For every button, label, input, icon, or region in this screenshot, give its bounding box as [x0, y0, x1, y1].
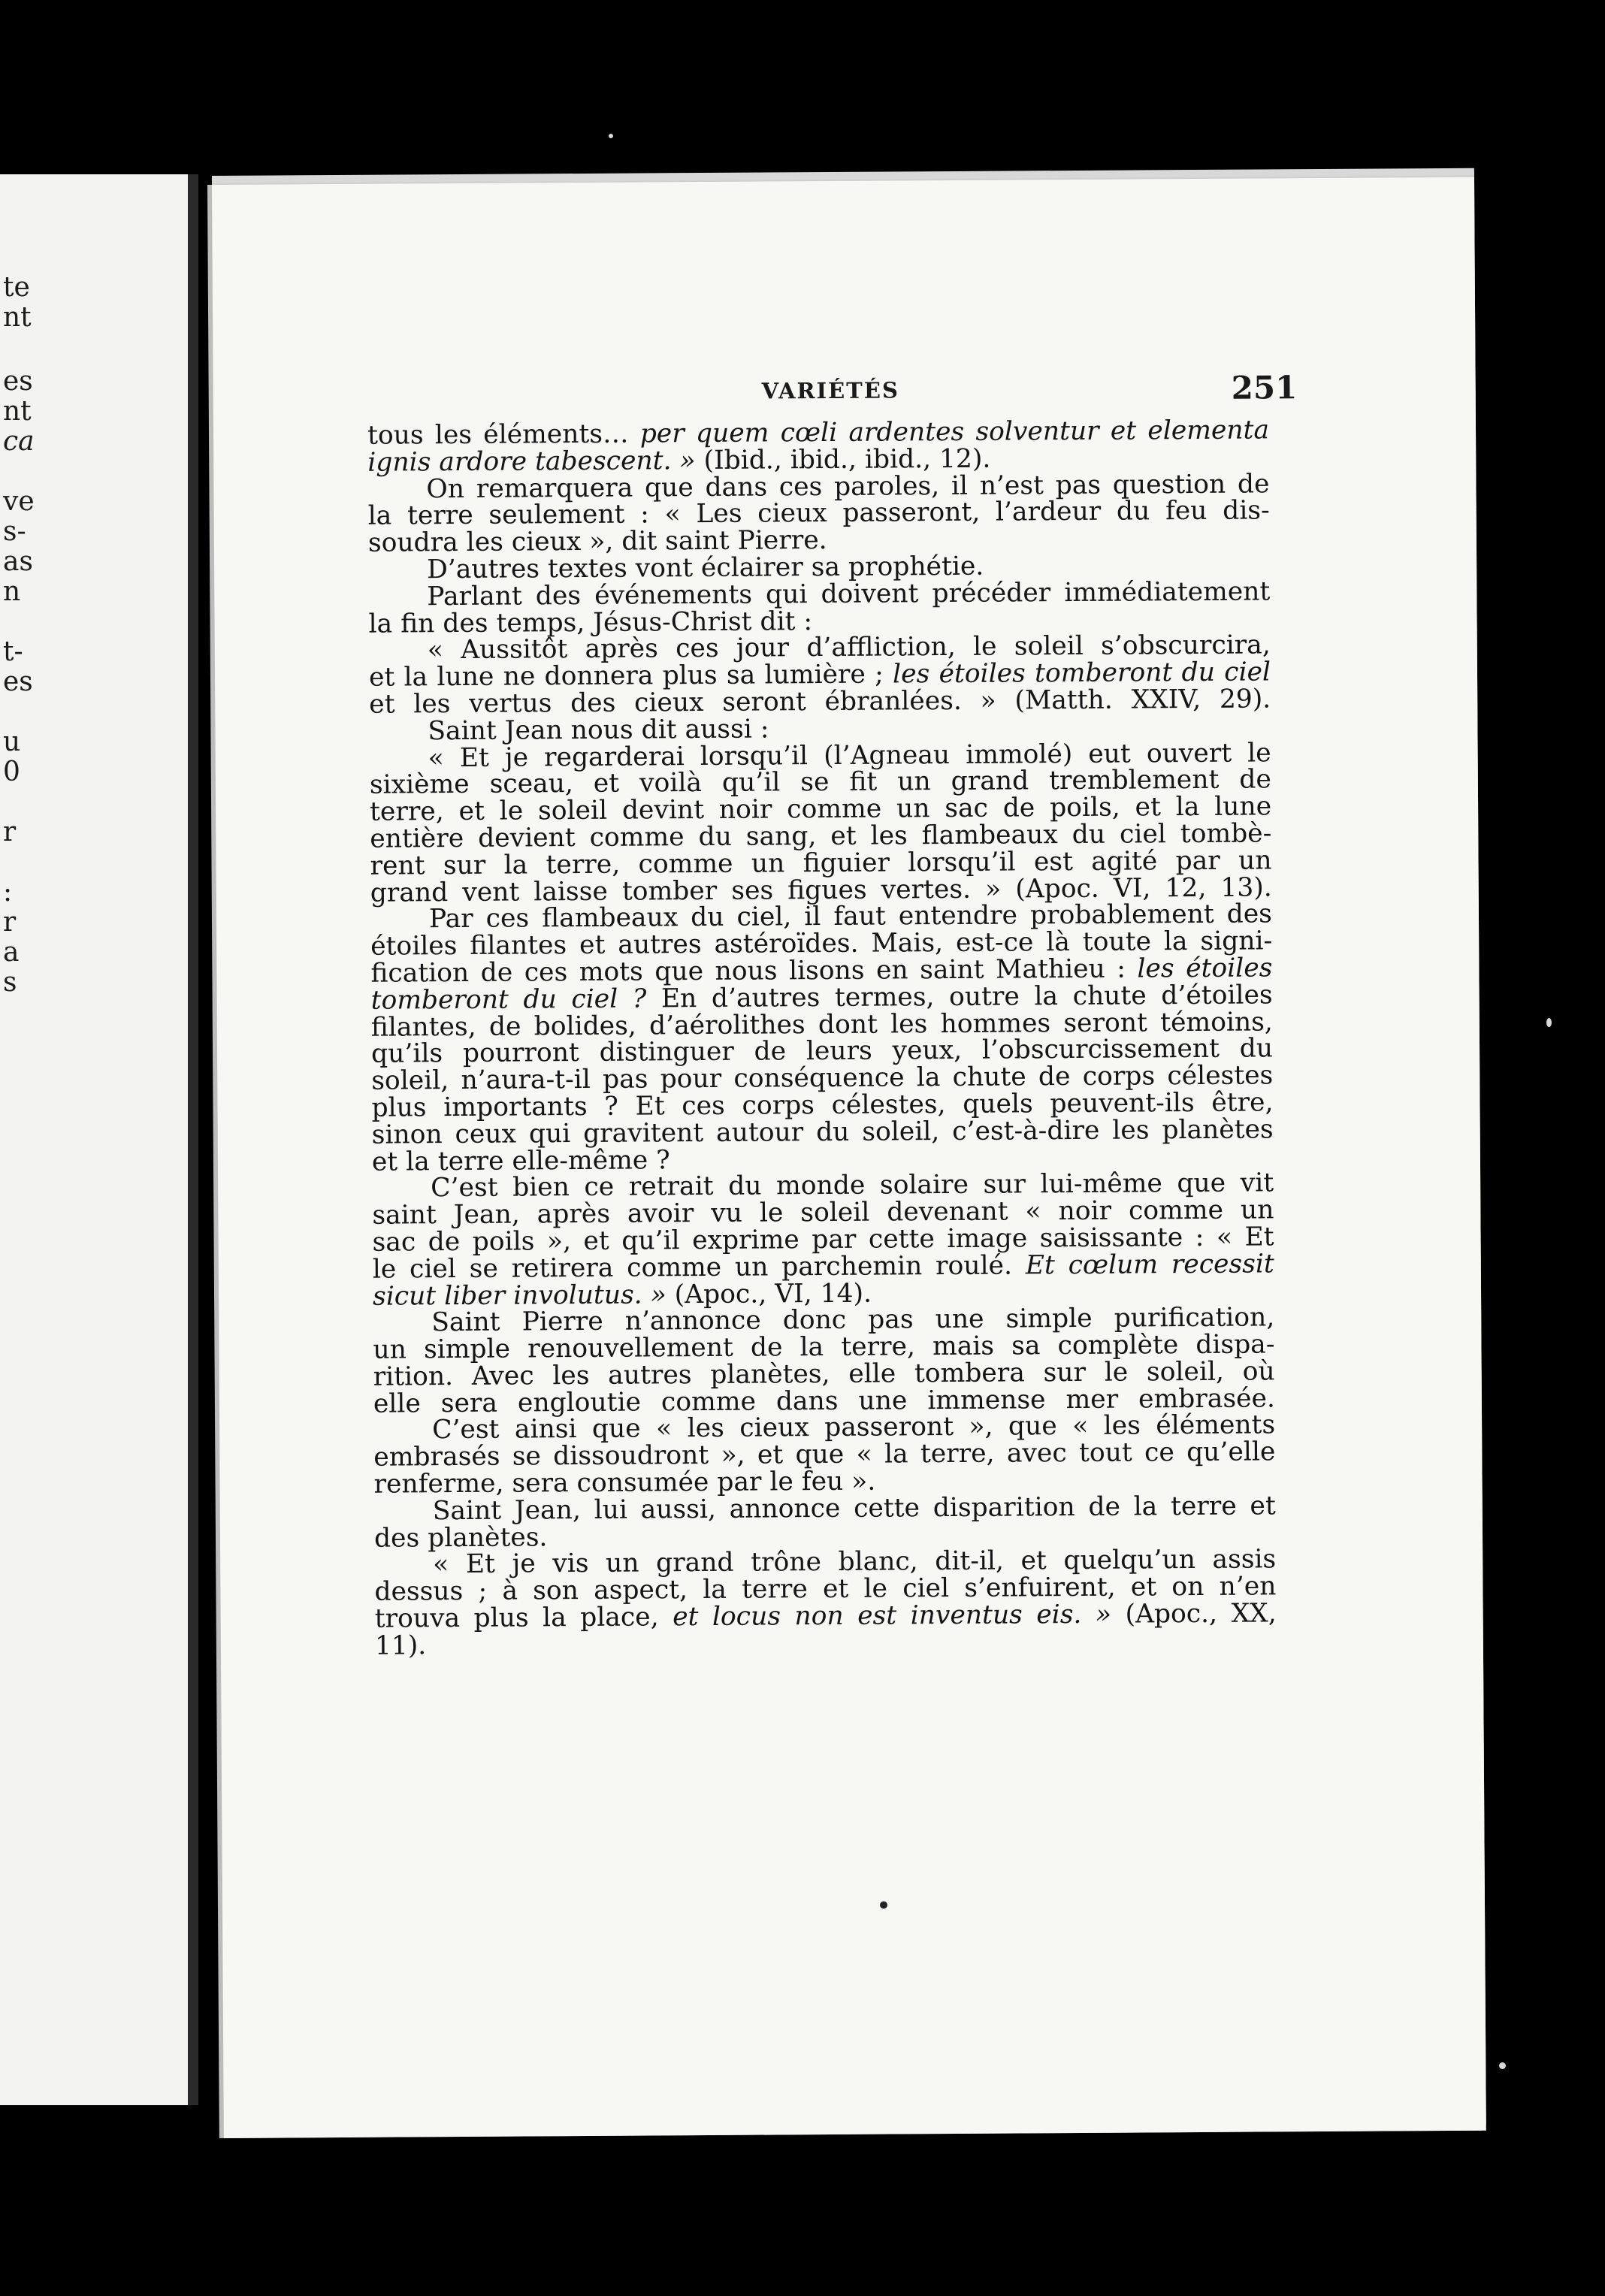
facing-page-fragment: s- — [3, 516, 26, 547]
text-run: On remarquera que dans ces paroles, il n’est pas question de — [426, 469, 1270, 504]
text-run: la terre seulement : « Les cieux passeront, l’ardeur du feu dis- — [367, 495, 1270, 532]
text-run: et les vertus des cieux seront ébranlées. » (Matth. XXIV, 29). — [369, 684, 1271, 720]
text-run: grand vent laisse tomber ses figues vertes. » (Apoc. VI, 12, 13). — [370, 872, 1272, 908]
facing-page-fragment: r — [3, 817, 17, 847]
italic-text: sicut liber involutus. » — [372, 1279, 675, 1312]
text-run: « Et je vis un grand trône blanc, dit-il, et quelqu’un assis — [433, 1544, 1277, 1580]
facing-page-fragment: te — [3, 272, 30, 303]
text-run: (Apoc., XX, — [1125, 1598, 1277, 1630]
body-text — [367, 417, 1277, 1660]
text-run: tous les éléments… — [367, 418, 640, 451]
running-head — [213, 369, 1476, 419]
text-run: soudra les cieux », dit saint Pierre. — [367, 525, 827, 558]
italic-text: les étoiles — [1137, 953, 1273, 984]
text-run: dessus ; à son aspect, la terre et le ciel s’enfuirent, et on n’en — [374, 1571, 1277, 1607]
text-line — [374, 1493, 1276, 1525]
text-run: terre, et le soleil devint noir comme un sac de poils, et la lune — [369, 791, 1272, 827]
facing-page-fragment: u — [3, 727, 21, 757]
text-run: (Apoc., VI, 14). — [674, 1278, 872, 1310]
book-page-251 — [212, 177, 1486, 2138]
facing-page-left — [0, 174, 198, 2105]
text-run: filantes, de bolides, d’aérolithes dont les hommes seront témoins, — [370, 1006, 1273, 1043]
dust-speck — [1546, 1018, 1552, 1027]
facing-page-fragment: as — [3, 546, 33, 577]
text-run: Parlant des événements qui doivent précéder immédiatement — [427, 576, 1271, 612]
text-run: un simple renouvellement de la terre, mais sa complète dispa- — [373, 1329, 1275, 1365]
text-line — [372, 1116, 1274, 1149]
facing-page-fragment: n — [3, 576, 21, 607]
page-number: 251 — [1231, 369, 1298, 406]
text-run: sixième sceau, et voilà qu’il se fit un grand tremblement de — [369, 764, 1271, 801]
facing-page-fragment: a — [3, 937, 20, 968]
dust-speck — [1499, 2062, 1506, 2069]
italic-text: ignis ardore tabescent. » — [367, 445, 704, 478]
text-run: entière devient comme du sang, et les flambeaux du ciel tombè- — [370, 818, 1272, 854]
running-title: VARIÉTÉS — [761, 377, 899, 404]
text-run: plus importants ? Et ces corps célestes, quels peuvent-ils être, — [371, 1087, 1274, 1123]
text-run: embrasés se dissoudront », et que « la terre, avec tout ce qu’elle — [373, 1437, 1276, 1473]
text-run: D’autres textes vont éclairer sa prophétie. — [427, 551, 984, 585]
text-run: C’est bien ce retrait du monde solaire sur lui-même que vit — [431, 1168, 1274, 1204]
text-run: Saint Jean, lui aussi, annonce cette disparition de la terre et — [432, 1491, 1276, 1527]
facing-page-fragment: r — [3, 907, 17, 938]
text-line — [369, 686, 1271, 718]
facing-page-fragment: : — [3, 877, 13, 908]
text-run: la fin des temps, Jésus-Christ dit : — [368, 606, 813, 639]
text-run: des planètes. — [373, 1521, 548, 1554]
facing-page-fragment: ve — [3, 486, 35, 517]
facing-page-fragment: es — [3, 666, 33, 697]
text-run: elle sera engloutie comme dans une immense mer embrasée. — [373, 1383, 1276, 1419]
text-run: renferme, sera consumée par le feu ». — [373, 1466, 876, 1500]
text-run: Saint Pierre n’annonce donc pas une simple purification, — [431, 1302, 1275, 1338]
text-run: « Aussitôt après ces jour d’affliction, le soleil s’obscurcira, — [427, 630, 1271, 666]
text-run: 11). — [374, 1630, 427, 1661]
text-run: C’est ainsi que « les cieux passeront », que « les éléments — [432, 1409, 1276, 1446]
text-run: saint Jean, après avoir vu le soleil devenant « noir comme un — [372, 1195, 1274, 1231]
facing-page-fragment: s — [3, 967, 17, 998]
text-run: le ciel se retirera comme un parchemin roulé. — [372, 1250, 1026, 1285]
dust-speck — [609, 134, 613, 138]
text-line — [375, 1600, 1277, 1633]
facing-page-fragment: 0 — [3, 757, 20, 787]
text-run: En d’autres termes, outre la chute d’étoiles — [660, 980, 1273, 1014]
text-run: soleil, n’aura-t-il pas pour conséquence la chute de corps célestes — [371, 1060, 1274, 1096]
italic-text: et locus non est inventus eis. » — [673, 1599, 1126, 1633]
text-run: qu’ils pourront distinguer de leurs yeux, l’obscurcissement du — [370, 1033, 1274, 1070]
text-run: et la lune ne donnera plus sa lumière ; — [368, 659, 893, 693]
facing-page-fragment: ca — [3, 426, 35, 457]
text-run: « Et je regarderai lorsqu’il (l’Agneau immolé) eut ouvert le — [428, 737, 1271, 773]
text-run: rition. Avec les autres planètes, elle tombera sur le soleil, où — [373, 1356, 1275, 1392]
italic-text: tomberont du ciel ? — [370, 983, 662, 1016]
text-run: trouva plus la place, — [374, 1602, 673, 1634]
text-run: Par ces flambeaux du ciel, il faut entendre probablement des — [428, 899, 1273, 935]
facing-page-fragment: es — [3, 366, 33, 397]
text-run: Saint Jean nous dit aussi : — [428, 714, 769, 747]
text-line — [368, 576, 1271, 612]
text-run: (Ibid., ibid., ibid., 12). — [703, 443, 991, 476]
facing-page-fragment: nt — [3, 302, 32, 333]
text-run: fication de ces mots que nous lisons en saint Mathieu : — [370, 953, 1138, 989]
text-run: sinon ceux qui gravitent autour du soleil, c’est-à-dire les planètes — [371, 1114, 1274, 1150]
italic-text: Et cœlum recessit — [1025, 1249, 1274, 1281]
facing-page-fragment: nt — [3, 396, 32, 427]
end-ornament-dot — [880, 1902, 887, 1909]
text-run: et la terre elle-même ? — [371, 1144, 670, 1177]
text-run: sac de poils », et qu’il exprime par cette image saisissante : « Et — [372, 1222, 1274, 1258]
italic-text: per quem cœli ardentes solventur et elementa — [639, 415, 1270, 449]
text-run: étoiles filantes et autres astéroïdes. Mais, est-ce là toute la signi- — [370, 926, 1273, 962]
facing-page-fragment: t- — [3, 636, 23, 667]
text-run: rent sur la terre, comme un figuier lorsqu’il est agité par un — [370, 845, 1272, 881]
italic-text: les étoiles tomberont du ciel — [892, 657, 1271, 690]
